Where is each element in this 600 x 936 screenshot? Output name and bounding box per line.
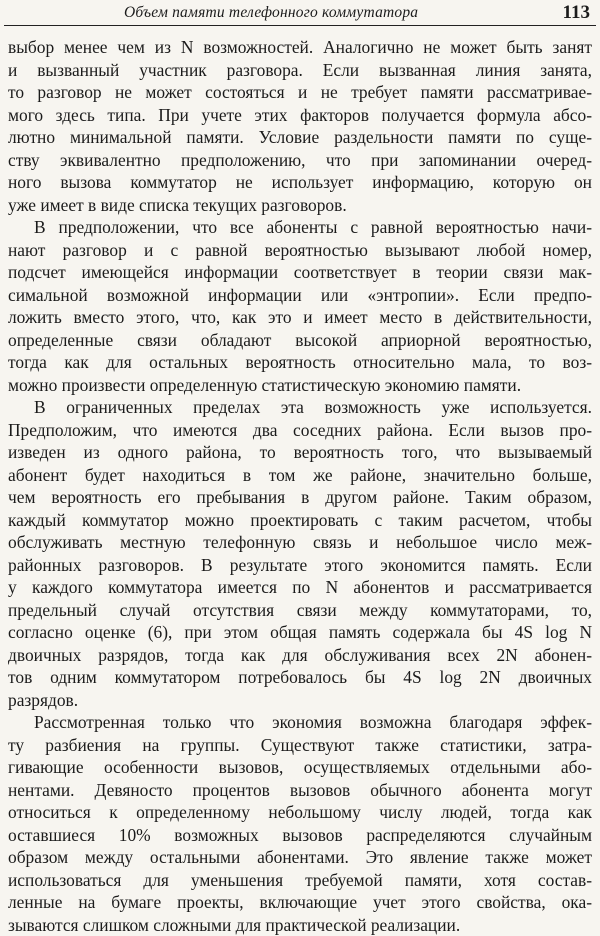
running-head — [4, 3, 596, 26]
text-line: оставшиеся 10% возможных вызовов распределяются случайным — [8, 824, 592, 847]
text-line: определенные связи обладают высокой априорной вероятностью, — [8, 329, 592, 352]
text-line: то разговор не может состояться и не требует памяти рассматривае- — [8, 81, 592, 104]
text-line: каждый коммутатор можно проектировать с таким расчетом, чтобы — [8, 509, 592, 532]
text-line: подсчет имеющейся информации соответствует в теории связи мак- — [8, 261, 592, 284]
paragraph — [8, 396, 592, 711]
text-line: В ограниченных пределах эта возможность уже используется. — [8, 396, 592, 419]
text-line: предельный случай отсутствия связи между коммутаторами, то, — [8, 599, 592, 622]
text-line: нентами. Девяносто процентов вызовов обычного абонента могут — [8, 779, 592, 802]
text-line: нают разговор и с равной вероятностью вызывают любой номер, — [8, 239, 592, 262]
text-line: и вызванный участник разговора. Если вызванная линия занята, — [8, 59, 592, 82]
text-line: изведен из одного района, то вероятность того, что вызываемый — [8, 441, 592, 464]
text-line: относиться к определенному небольшому числу людей, тогда как — [8, 801, 592, 824]
text-line: лютно минимальной памяти. Условие раздельности памяти по суще- — [8, 126, 592, 149]
text-line: ству эквивалентно предположению, что при запоминании очеред- — [8, 149, 592, 172]
text-line: уже имеет в виде списка текущих разговоров. — [8, 194, 592, 217]
text-line: можно произвести определенную статистическую экономию памяти. — [8, 374, 592, 397]
text-line: образом между остальными абонентами. Это явление также может — [8, 846, 592, 869]
text-line: тогда как для остальных вероятность относительно мала, то воз- — [8, 351, 592, 374]
text-line: Предположим, что имеются два соседних района. Если вызов про- — [8, 419, 592, 442]
text-line: обслуживать местную телефонную связь и небольшое число меж- — [8, 531, 592, 554]
text-line: симальной возможной информации или «энтропии». Если предпо- — [8, 284, 592, 307]
paragraph — [8, 36, 592, 216]
text-line: двоичных разрядов, тогда как для обслуживания всех 2N абонен- — [8, 644, 592, 667]
text-line: разрядов. — [8, 689, 592, 712]
text-line: использоваться для уменьшения требуемой памяти, хотя состав- — [8, 869, 592, 892]
text-line: абонент будет находиться в том же районе, значительно больше, — [8, 464, 592, 487]
text-line: тов одним коммутатором потребовалось бы 4S log 2N двоичных — [8, 666, 592, 689]
text-line: ложить вместо этого, что, как это и имеет место в действительности, — [8, 306, 592, 329]
text-line: зываются слишком сложными для практической реализации. — [8, 914, 592, 936]
text-line: ту разбиения на группы. Существуют также статистики, затра- — [8, 734, 592, 757]
page-number: 113 — [563, 2, 590, 24]
text-line: мого здесь типа. При учете этих факторов получается формула абсо- — [8, 104, 592, 127]
text-line: выбор менее чем из N возможностей. Аналогично не может быть занят — [8, 36, 592, 59]
paragraph — [8, 216, 592, 396]
text-line: согласно оценке (6), при этом общая память содержала бы 4S log N — [8, 621, 592, 644]
text-line: ного вызова коммутатор не использует информацию, которую он — [8, 171, 592, 194]
text-line: Рассмотренная только что экономия возможна благодаря эффек- — [8, 711, 592, 734]
body-text — [8, 36, 592, 936]
running-title: Объем памяти телефонного коммутатора — [124, 4, 418, 22]
text-line: районных разговоров. В результате этого экономится память. Если — [8, 554, 592, 577]
text-line: В предположении, что все абоненты с равной вероятностью начи- — [8, 216, 592, 239]
text-line: чем вероятность его пребывания в другом районе. Таким образом, — [8, 486, 592, 509]
text-line: у каждого коммутатора имеется по N абонентов и рассматривается — [8, 576, 592, 599]
text-line: гивающие особенности вызовов, осуществляемых отдельными або- — [8, 756, 592, 779]
text-line: ленные на бумаге проекты, включающие учет этого свойства, ока- — [8, 891, 592, 914]
paragraph — [8, 711, 592, 936]
